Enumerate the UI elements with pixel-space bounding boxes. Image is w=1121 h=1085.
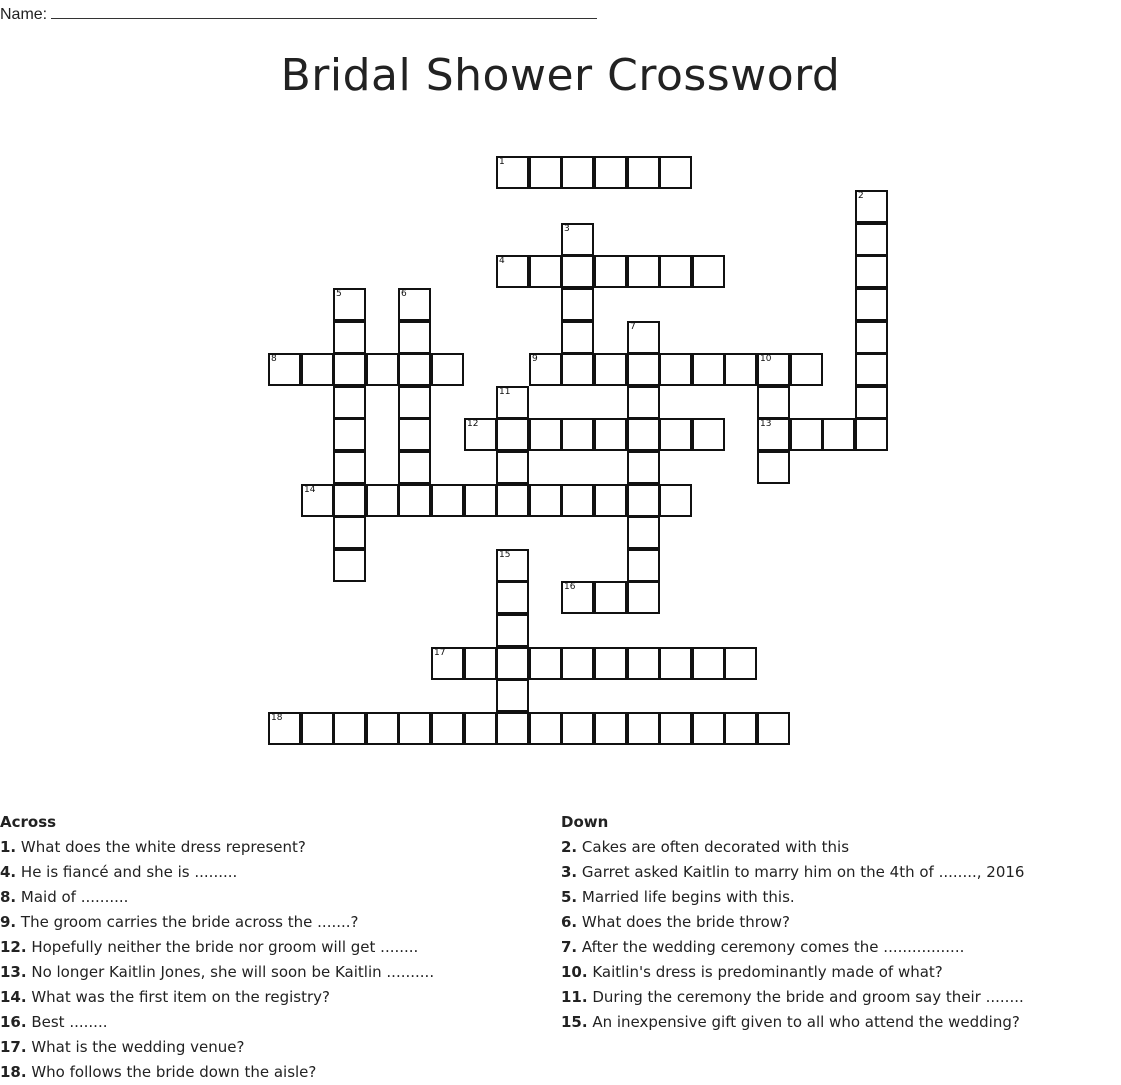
crossword-cell[interactable]	[659, 647, 692, 680]
crossword-cell[interactable]	[659, 255, 692, 288]
cell-number: 15	[499, 550, 511, 560]
crossword-cell[interactable]	[692, 255, 725, 288]
clue-number: 17.	[0, 1038, 27, 1056]
down-clue	[561, 835, 1024, 860]
crossword-cell[interactable]	[496, 255, 529, 288]
down-clue	[561, 1010, 1024, 1035]
crossword-cell[interactable]	[692, 712, 725, 745]
crossword-cell[interactable]	[529, 255, 562, 288]
crossword-cell[interactable]	[496, 679, 529, 712]
crossword-cell[interactable]	[431, 353, 464, 386]
crossword-cell[interactable]	[594, 353, 627, 386]
clue-number: 7.	[561, 938, 578, 956]
clue-text: During the ceremony the bride and groom say their ........	[587, 988, 1024, 1006]
crossword-cell[interactable]	[333, 712, 366, 745]
crossword-cell[interactable]	[431, 484, 464, 517]
crossword-cell[interactable]	[594, 647, 627, 680]
crossword-cell[interactable]	[627, 321, 660, 354]
crossword-cell[interactable]	[561, 647, 594, 680]
crossword-cell[interactable]	[855, 353, 888, 386]
down-clue	[561, 885, 1024, 910]
clue-number: 13.	[0, 963, 27, 981]
crossword-cell[interactable]	[496, 581, 529, 614]
crossword-cell[interactable]	[529, 712, 562, 745]
crossword-cell[interactable]	[594, 581, 627, 614]
crossword-cell[interactable]	[496, 156, 529, 189]
down-clue	[561, 935, 1024, 960]
cell-number: 7	[630, 322, 636, 332]
name-field[interactable]	[0, 4, 597, 24]
crossword-cell[interactable]	[561, 581, 594, 614]
clue-text: After the wedding ceremony comes the .................	[577, 938, 965, 956]
crossword-cell[interactable]	[333, 549, 366, 582]
crossword-cell[interactable]	[333, 516, 366, 549]
clue-number: 1.	[0, 838, 17, 856]
clue-text: Hopefully neither the bride nor groom will get ........	[26, 938, 419, 956]
clue-number: 18.	[0, 1063, 27, 1081]
crossword-cell[interactable]	[366, 353, 399, 386]
crossword-cell[interactable]	[855, 223, 888, 256]
clue-text: Married life begins with this.	[577, 888, 795, 906]
crossword-cell[interactable]	[692, 418, 725, 451]
clue-text: Cakes are often decorated with this	[577, 838, 850, 856]
crossword-cell[interactable]	[855, 418, 888, 451]
cell-number: 10	[760, 354, 772, 364]
clue-number: 8.	[0, 888, 17, 906]
down-clue	[561, 960, 1024, 985]
crossword-cell[interactable]	[496, 386, 529, 419]
crossword-cell[interactable]	[627, 451, 660, 484]
down-clue-list	[561, 835, 1024, 1035]
crossword-cell[interactable]	[333, 418, 366, 451]
clue-number: 4.	[0, 863, 17, 881]
crossword-cell[interactable]	[561, 418, 594, 451]
clue-text: What does the bride throw?	[577, 913, 790, 931]
crossword-cell[interactable]	[496, 712, 529, 745]
crossword-cell[interactable]	[496, 549, 529, 582]
crossword-cell[interactable]	[855, 321, 888, 354]
crossword-cell[interactable]	[398, 451, 431, 484]
cell-number: 8	[271, 354, 277, 364]
across-clue	[0, 910, 434, 935]
crossword-cell[interactable]	[659, 418, 692, 451]
clue-number: 12.	[0, 938, 27, 956]
crossword-cell[interactable]	[398, 418, 431, 451]
crossword-cell[interactable]	[561, 223, 594, 256]
crossword-cell[interactable]	[757, 386, 790, 419]
cell-number: 13	[760, 419, 772, 429]
crossword-cell[interactable]	[855, 288, 888, 321]
crossword-cell[interactable]	[757, 353, 790, 386]
crossword-cell[interactable]	[627, 484, 660, 517]
crossword-cell[interactable]	[301, 712, 334, 745]
clue-text: What does the white dress represent?	[16, 838, 306, 856]
crossword-cell[interactable]	[561, 288, 594, 321]
down-clue	[561, 985, 1024, 1010]
crossword-cell[interactable]	[594, 484, 627, 517]
clue-text: Best ........	[26, 1013, 108, 1031]
crossword-cell[interactable]	[724, 353, 757, 386]
name-label: Name:	[0, 6, 48, 23]
crossword-cell[interactable]	[464, 712, 497, 745]
clue-text: No longer Kaitlin Jones, she will soon be Kaitlin ..........	[26, 963, 435, 981]
crossword-cell[interactable]	[464, 484, 497, 517]
cell-number: 5	[336, 289, 342, 299]
crossword-cell[interactable]	[692, 647, 725, 680]
clue-text: An inexpensive gift given to all who attend the wedding?	[587, 1013, 1020, 1031]
across-clue	[0, 935, 434, 960]
across-clue	[0, 985, 434, 1010]
crossword-cell[interactable]	[627, 712, 660, 745]
crossword-cell[interactable]	[790, 353, 823, 386]
across-clue-list	[0, 835, 434, 1085]
crossword-cell[interactable]	[627, 156, 660, 189]
clue-number: 14.	[0, 988, 27, 1006]
crossword-cell[interactable]	[659, 353, 692, 386]
crossword-cell[interactable]	[301, 353, 334, 386]
cell-number: 17	[434, 648, 446, 658]
crossword-cell[interactable]	[333, 288, 366, 321]
crossword-cell[interactable]	[496, 484, 529, 517]
across-clue	[0, 860, 434, 885]
crossword-cell[interactable]	[398, 288, 431, 321]
across-clues	[0, 810, 434, 1085]
crossword-cell[interactable]	[333, 321, 366, 354]
crossword-cell[interactable]	[398, 386, 431, 419]
clue-number: 11.	[561, 988, 588, 1006]
across-clue	[0, 1060, 434, 1085]
crossword-cell[interactable]	[627, 581, 660, 614]
crossword-cell[interactable]	[464, 647, 497, 680]
crossword-cell[interactable]	[627, 386, 660, 419]
name-blank-line[interactable]	[51, 4, 597, 19]
crossword-cell[interactable]	[333, 484, 366, 517]
crossword-cell[interactable]	[594, 156, 627, 189]
crossword-cell[interactable]	[496, 418, 529, 451]
crossword-cell[interactable]	[594, 255, 627, 288]
cell-number: 12	[467, 419, 479, 429]
across-clue	[0, 1035, 434, 1060]
across-clue	[0, 835, 434, 860]
clue-number: 15.	[561, 1013, 588, 1031]
clue-text: What is the wedding venue?	[26, 1038, 245, 1056]
crossword-cell[interactable]	[659, 712, 692, 745]
clue-number: 9.	[0, 913, 17, 931]
cell-number: 16	[564, 582, 576, 592]
down-heading: Down	[561, 813, 609, 831]
clue-number: 10.	[561, 963, 588, 981]
crossword-cell[interactable]	[855, 255, 888, 288]
clue-text: He is fiancé and she is .........	[16, 863, 238, 881]
crossword-cell[interactable]	[398, 712, 431, 745]
cell-number: 4	[499, 256, 505, 266]
crossword-cell[interactable]	[822, 418, 855, 451]
clue-number: 6.	[561, 913, 578, 931]
crossword-cell[interactable]	[366, 484, 399, 517]
clue-number: 16.	[0, 1013, 27, 1031]
crossword-cell[interactable]	[496, 614, 529, 647]
crossword-cell[interactable]	[561, 156, 594, 189]
crossword-cell[interactable]	[496, 451, 529, 484]
crossword-cell[interactable]	[561, 484, 594, 517]
crossword-cell[interactable]	[529, 647, 562, 680]
crossword-cell[interactable]	[659, 156, 692, 189]
crossword-cell[interactable]	[529, 353, 562, 386]
crossword-cell[interactable]	[627, 353, 660, 386]
page-title: Bridal Shower Crossword	[280, 50, 841, 101]
crossword-cell[interactable]	[268, 353, 301, 386]
crossword-cell[interactable]	[464, 418, 497, 451]
crossword-cell[interactable]	[529, 418, 562, 451]
clue-number: 2.	[561, 838, 578, 856]
crossword-cell[interactable]	[268, 712, 301, 745]
crossword-cell[interactable]	[561, 255, 594, 288]
across-clue	[0, 1010, 434, 1035]
crossword-cell[interactable]	[627, 255, 660, 288]
crossword-cell[interactable]	[627, 647, 660, 680]
crossword-cell[interactable]	[627, 549, 660, 582]
crossword-cell[interactable]	[301, 484, 334, 517]
clue-text: Garret asked Kaitlin to marry him on the 4th of ........, 2016	[577, 863, 1025, 881]
crossword-cell[interactable]	[692, 353, 725, 386]
crossword-cell[interactable]	[724, 647, 757, 680]
crossword-cell[interactable]	[529, 484, 562, 517]
crossword-cell[interactable]	[333, 386, 366, 419]
clue-text: The groom carries the bride across the .......?	[16, 913, 359, 931]
cell-number: 1	[499, 157, 505, 167]
cell-number: 9	[532, 354, 538, 364]
crossword-cell[interactable]	[659, 484, 692, 517]
crossword-cell[interactable]	[431, 647, 464, 680]
crossword-cell[interactable]	[333, 353, 366, 386]
clue-text: Who follows the bride down the aisle?	[26, 1063, 317, 1081]
crossword-cell[interactable]	[529, 156, 562, 189]
cell-number: 11	[499, 387, 511, 397]
across-clue	[0, 885, 434, 910]
crossword-cell[interactable]	[333, 451, 366, 484]
cell-number: 2	[858, 191, 864, 201]
clue-text: Maid of ..........	[16, 888, 129, 906]
crossword-cell[interactable]	[757, 451, 790, 484]
down-clues	[561, 810, 1024, 1035]
crossword-cell[interactable]	[855, 190, 888, 223]
down-clue	[561, 860, 1024, 885]
crossword-cell[interactable]	[398, 321, 431, 354]
crossword-cell[interactable]	[366, 712, 399, 745]
crossword-cell[interactable]	[398, 353, 431, 386]
clue-text: What was the first item on the registry?	[26, 988, 330, 1006]
crossword-cell[interactable]	[561, 321, 594, 354]
down-clue	[561, 910, 1024, 935]
cell-number: 14	[304, 485, 316, 495]
crossword-cell[interactable]	[594, 418, 627, 451]
crossword-cell[interactable]	[561, 712, 594, 745]
crossword-cell[interactable]	[496, 647, 529, 680]
clue-text: Kaitlin's dress is predominantly made of what?	[587, 963, 943, 981]
crossword-cell[interactable]	[757, 712, 790, 745]
crossword-cell[interactable]	[724, 712, 757, 745]
crossword-cell[interactable]	[561, 353, 594, 386]
crossword-cell[interactable]	[431, 712, 464, 745]
crossword-cell[interactable]	[398, 484, 431, 517]
crossword-cell[interactable]	[790, 418, 823, 451]
crossword-cell[interactable]	[627, 418, 660, 451]
cell-number: 3	[564, 224, 570, 234]
cell-number: 18	[271, 713, 283, 723]
crossword-cell[interactable]	[757, 418, 790, 451]
cell-number: 6	[401, 289, 407, 299]
crossword-cell[interactable]	[594, 712, 627, 745]
across-clue	[0, 960, 434, 985]
across-heading: Across	[0, 813, 57, 831]
clue-number: 3.	[561, 863, 578, 881]
crossword-cell[interactable]	[855, 386, 888, 419]
crossword-cell[interactable]	[627, 516, 660, 549]
clue-number: 5.	[561, 888, 578, 906]
